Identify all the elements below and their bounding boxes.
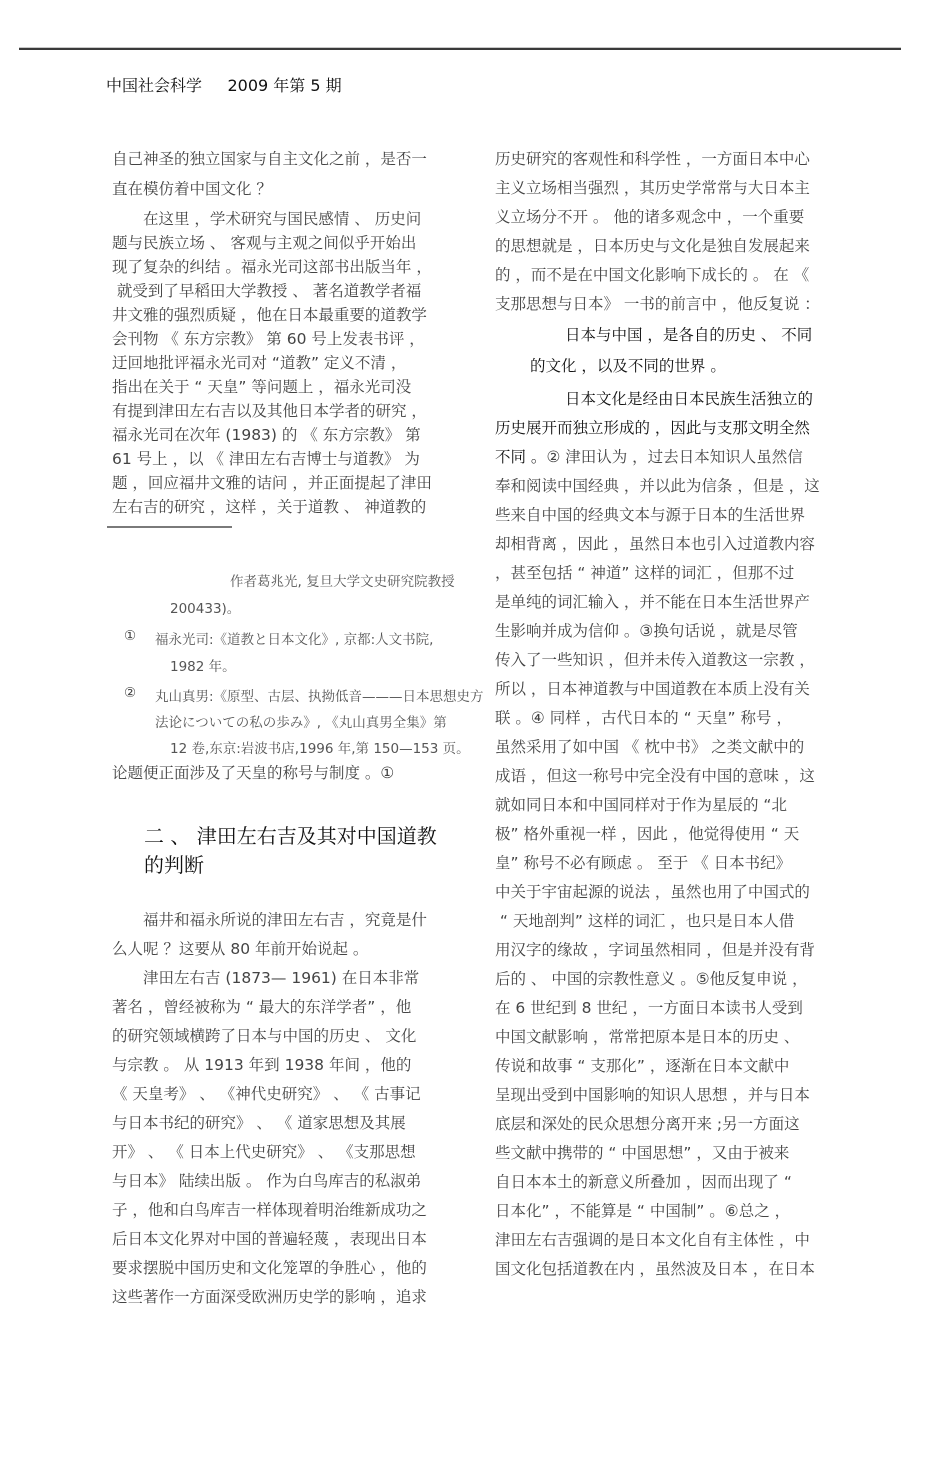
footnote-text: 福永光司:《道教と日本文化》, 京都:人文书院, [155,632,434,648]
text-line [495,445,803,467]
footnote-text: 1982 年。 [170,659,236,675]
footnote-text: 丸山真男:《原型、古层、执拗低音———日本思想史方 [155,689,484,705]
quote-line: 日本文化是经由日本民族生活独立的 [565,390,814,408]
text-line: 迂回地批评福永光司对 “道教” 定义不清 ， [112,354,407,372]
text-line: 些文献中携带的 “ 中国思想” ，又由于被来 [495,1144,790,1162]
text-line: 中国文献影响 ，常常把原本是日本的历史 、 [495,1028,800,1046]
text-line: 的研究领域横跨了日本与中国的历史 、 文化 [112,1027,417,1045]
text-line: 福井和福永所说的津田左右吉 ，究竟是什 [112,911,427,929]
text-line: 在 6 世纪到 8 世纪 ，一方面日本读书人受到 [495,999,803,1017]
running-header [106,73,342,96]
text-line: 就受到了早稻田大学教授 、 著名道教学者福 [112,282,422,300]
text-line: 生影响并成为信仰 。③换句话说 ，就是尽管 [495,622,798,640]
text-line: 皇” 称号不必有顾虑 。 至于 《 日本书纪》 [495,854,792,872]
text-line: 要求摆脱中国历史和文化笼罩的争胜心 ，他的 [112,1259,427,1277]
text-line: 奉和阅读中国经典 ，并以此为信条 ，但是 ，这 [495,477,820,495]
text-line: 的思想就是 ，日本历史与文化是独自发展起来 [495,237,810,255]
text-line: 么人呢 ？这要从 80 年前开始说起 。 [112,940,369,958]
text-line: 自日本本土的新意义所叠加 ，因而出现了 “ [495,1173,792,1191]
text-line: 传入了一些知识 ，但并未传入道教这一宗教 ， [495,651,815,669]
journal-title: 中国社会科学 [106,76,203,95]
quote-end: 不同 。 [495,448,547,466]
text-line: 就如同日本和中国同样对于作为星辰的 “北 [495,796,787,814]
footnote-text: 法论についての私の歩み》, 《丸山真男全集》第 [155,715,447,731]
text-line: 后的 、 中国的宗教性意义 。⑤他反复申说 ， [495,970,808,988]
text-line: 支那思想与日本》 一书的前言中 ，他反复说 ： [495,295,820,313]
text-line: 直在模仿着中国文化 ？ [112,180,272,198]
text-line: 论题便正面涉及了天皇的称号与制度 。① [112,764,395,782]
author-note-cont: 200433)。 [170,601,241,617]
footnote-marker: ① [124,628,137,644]
text-line: 开》 、 《 日本上代史研究》 、 《支那思想 [112,1143,416,1161]
text-line: 主义立场相当强烈 ，其历史学常常与大日本主 [495,179,810,197]
author-note: 作者葛兆光, 复旦大学文史研究院教授 [230,574,455,590]
text-line: 义立场分不开 。 他的诸多观念中 ，一个重要 [495,208,805,226]
text-line: 联 。④ 同样 ，古代日本的 “ 天皇” 称号 ， [495,709,792,727]
text-line: 与日本》 陆续出版 。 作为白鸟库吉的私淑弟 [112,1172,422,1190]
issue-number: 2009 年第 5 期 [227,76,342,95]
text-line: 用汉字的缘故 ，字词虽然相同 ，但是并没有背 [495,941,815,959]
text-line: ，甚至包括 “ 神道” 这样的词汇 ，但那不过 [495,564,795,582]
text-line: 有提到津田左右吉以及其他日本学者的研究 ， [112,402,427,420]
text-line: 题 ，回应福井文雅的诘问 ，并正面提起了津田 [112,474,432,492]
quote-line: 的文化 ，以及不同的世界 。 [530,357,726,375]
text-line: 后日本文化界对中国的普遍轻蔑 ，表现出日本 [112,1230,427,1248]
text-line: 在这里 ，学术研究与国民感情 、 历史问 [112,210,422,228]
quote-line: 日本与中国 ，是各自的历史 、 不同 [565,326,813,344]
text-line: 传说和故事 “ 支那化” ，逐渐在日本文献中 [495,1057,790,1075]
text-line: 国文化包括道教在内 ，虽然波及日本 ，在日本 [495,1260,815,1278]
heading-line: 的判断 [144,853,204,877]
text-line: 福永光司在次年 (1983) 的 《 东方宗教》 第 [112,426,421,444]
text-line: 现了复杂的纠结 。福永光司这部书出版当年 ， [112,258,432,276]
text-line: 津田左右吉强调的是日本文化自有主体性 ，中 [495,1231,810,1249]
text-line: 所以 ，日本神道教与中国道教在本质上没有关 [495,680,810,698]
text-line: “ 天地剖判” 这样的词汇 ，也只是日本人借 [495,912,795,930]
text-line: 历史研究的客观性和科学性 ，一方面日本中心 [495,150,810,168]
text-line: 是单纯的词汇输入 ，并不能在日本生活世界产 [495,593,810,611]
footnote-separator [107,526,232,528]
text-line: 61 号上 ，以 《 津田左右吉博士与道教》 为 [112,450,420,468]
text-line: 这些著作一方面深受欧洲历史学的影响 ，追求 [112,1288,427,1306]
text-line: 些来自中国的经典文本与源于日本的生活世界 [495,506,806,524]
text-line: 成语 ，但这一称号中完全没有中国的意味 ，这 [495,767,815,785]
text-line: 自己神圣的独立国家与自主文化之前 ，是否一 [112,150,427,168]
text-line: 会刊物 《 东方宗教》 第 60 号上发表书评 ， [112,330,425,348]
header-rule [19,47,901,50]
text-line: 底层和深处的民众思想分离开来 ;另一方面这 [495,1115,800,1133]
text-line: 极” 格外重视一样 ，因此 ，他觉得使用 “ 天 [495,825,800,843]
text-line: 呈现出受到中国影响的知识人思想 ，并与日本 [495,1086,810,1104]
text-line: 左右吉的研究 ，这样 ，关于道教 、 神道教的 [112,498,427,516]
quote-line: 历史展开而独立形成的 ，因此与支那文明全然 [495,419,810,437]
text-line: 的 ，而不是在中国文化影响下成长的 。 在 《 [495,266,810,284]
text-line: 题与民族立场 、 客观与主观之间似乎开始出 [112,234,417,252]
text-line: 《 天皇考》 、 《神代史研究》 、 《 古事记 [112,1085,421,1103]
quote-continuation: ② 津田认为 ，过去日本知识人虽然信 [546,448,803,466]
heading-line: 二 、 津田左右吉及其对中国道教 [144,824,437,848]
footnote-text: 12 卷,东京:岩波书店,1996 年,第 150—153 页。 [170,741,470,757]
text-line: 津田左右吉 (1873— 1961) 在日本非常 [112,969,420,987]
text-line: 井文雅的强烈质疑 ，他在日本最重要的道教学 [112,306,427,324]
text-line: 却相背离 ，因此 ，虽然日本也引入过道教内容 [495,535,815,553]
text-line: 虽然采用了如中国 《 枕中书》 之类文献中的 [495,738,805,756]
text-line: 著名 ，曾经被称为 “ 最大的东洋学者” ，他 [112,998,412,1016]
footnote-marker: ② [124,685,137,701]
text-line: 中关于宇宙起源的说法 ，虽然也用了中国式的 [495,883,810,901]
text-line: 与日本书纪的研究》 、 《 道家思想及其展 [112,1114,406,1132]
text-line: 与宗教 。 从 1913 年到 1938 年间 ，他的 [112,1056,412,1074]
text-line: 子 ，他和白鸟库吉一样体现着明治维新成功之 [112,1201,427,1219]
text-line: 日本化” ，不能算是 “ 中国制” 。⑥总之 ， [495,1202,791,1220]
text-line: 指出在关于 “ 天皇” 等问题上 ，福永光司没 [112,378,412,396]
